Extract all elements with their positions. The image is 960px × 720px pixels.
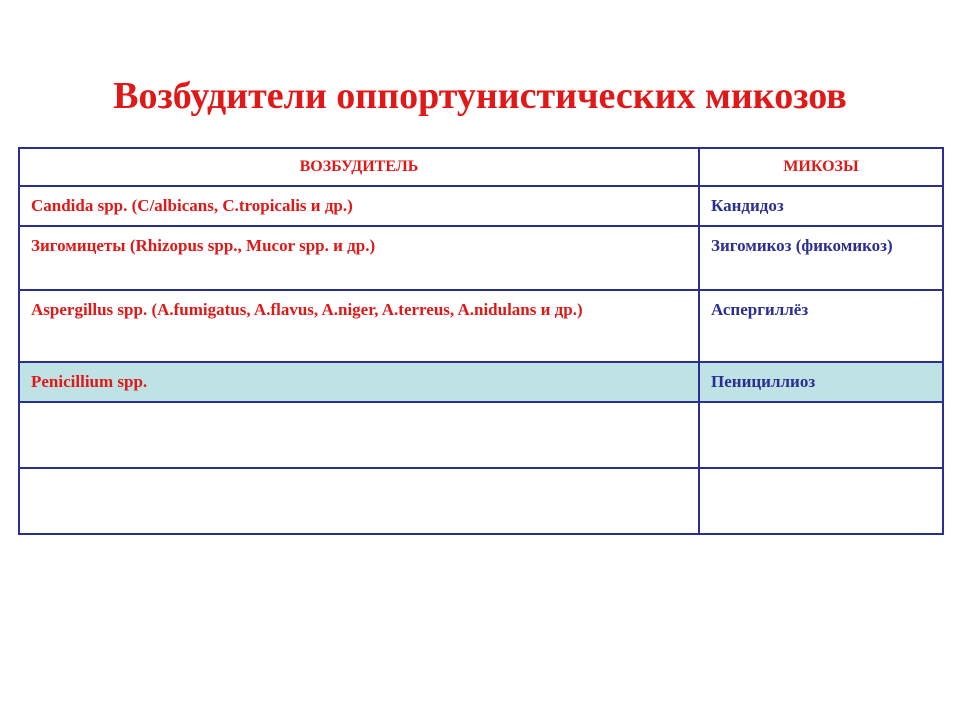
table-row (19, 290, 943, 362)
disease-cell: Кандидоз (699, 186, 943, 226)
table-row-highlighted (19, 362, 943, 402)
header-mycoses: МИКОЗЫ (699, 148, 943, 186)
pathogen-cell (19, 402, 699, 468)
pathogen-mycoses-table (18, 147, 944, 535)
pathogen-cell: Aspergillus spp. (A.fumigatus, A.flavus, A.niger, A.terreus, A.nidulans и др.) (19, 290, 699, 362)
disease-cell (699, 468, 943, 534)
table-header-row (19, 148, 943, 186)
pathogen-cell: Зигомицеты (Rhizopus spp., Mucor spp. и др.) (19, 226, 699, 290)
disease-cell: Пенициллиоз (699, 362, 943, 402)
table-row (19, 226, 943, 290)
disease-cell: Аспергиллёз (699, 290, 943, 362)
slide-title: Возбудители оппортунистических микозов (113, 75, 847, 117)
disease-cell: Зигомикоз (фикомикоз) (699, 226, 943, 290)
table-row-empty (19, 402, 943, 468)
header-pathogen: ВОЗБУДИТЕЛЬ (19, 148, 699, 186)
pathogen-cell: Penicillium spp. (19, 362, 699, 402)
pathogen-cell: Candida spp. (C/albicans, C.tropicalis и др.) (19, 186, 699, 226)
table-row-empty (19, 468, 943, 534)
pathogen-cell (19, 468, 699, 534)
disease-cell (699, 402, 943, 468)
table-row (19, 186, 943, 226)
